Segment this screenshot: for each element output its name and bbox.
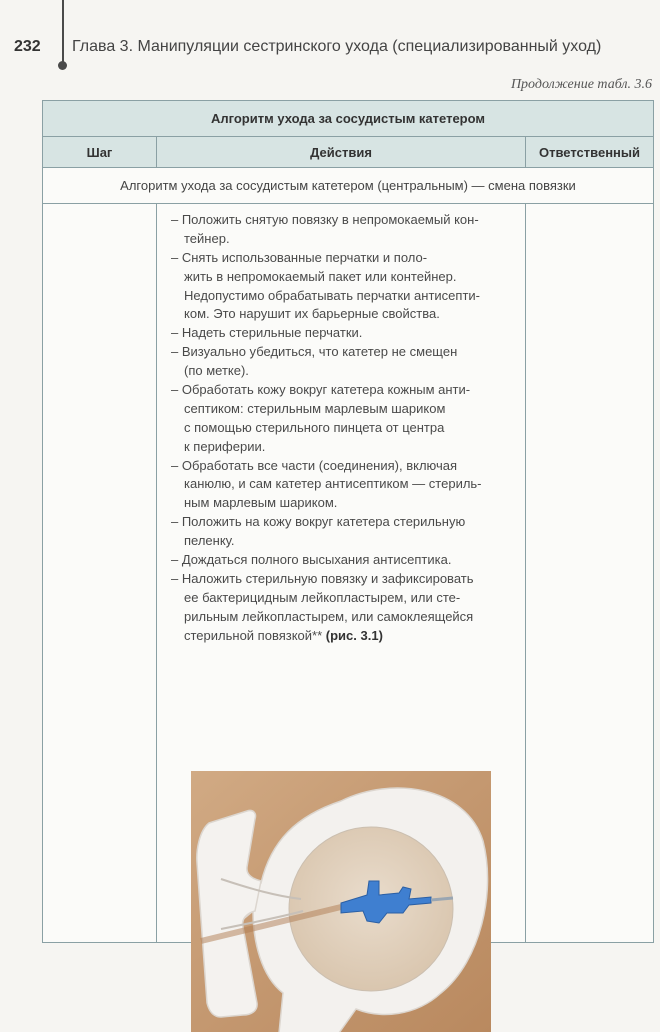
action-line: – Положить на кожу вокруг катетера стерильную: [171, 514, 466, 530]
care-algorithm-table: [42, 100, 654, 943]
action-line: – Снять использованные перчатки и поло-: [171, 249, 428, 265]
table-header-row: [43, 137, 653, 168]
last-line-text: стерильной повязкой**: [184, 627, 323, 643]
action-line: ее бактерицидным лейкопластырем, или сте-: [184, 589, 461, 605]
column-header-actions: Действия: [156, 137, 526, 168]
action-line: тейнер.: [184, 230, 230, 246]
action-line: – Наложить стерильную повязку и зафиксировать: [171, 570, 474, 586]
action-line: – Визуально убедиться, что катетер не смещен: [171, 344, 458, 360]
page-number: 232: [14, 38, 41, 55]
action-line: пеленку.: [184, 533, 235, 549]
action-line-last: [171, 627, 516, 646]
action-line: – Дождаться полного высыхания антисептика.: [171, 552, 452, 568]
column-divider: [156, 204, 157, 942]
table-title: Алгоритм ухода за сосудистым катетером: [43, 101, 653, 137]
action-line: ным марлевым шариком.: [184, 495, 338, 511]
actions-list: [171, 211, 516, 645]
action-line: канюлю, и сам катетер антисептиком — стериль-: [184, 476, 482, 492]
catheter-dressing-photo: [191, 771, 491, 1032]
action-line: жить в непромокаемый пакет или контейнер.: [184, 268, 457, 284]
figure-reference: (рис. 3.1): [325, 627, 383, 643]
action-line: ком. Это нарушит их барьерные свойства.: [184, 306, 440, 322]
column-header-responsible: Ответственный: [539, 145, 640, 160]
action-line: к периферии.: [184, 438, 266, 454]
action-line: рильным лейкопластырем, или самоклеящейся: [184, 608, 474, 624]
action-line: с помощью стерильного пинцета от центра: [184, 419, 445, 435]
action-line: – Надеть стерильные перчатки.: [171, 325, 363, 341]
action-line: септиком: стерильным марлевым шариком: [184, 400, 446, 416]
action-line: Недопустимо обрабатывать перчатки антисепти-: [184, 287, 480, 303]
action-line: – Положить снятую повязку в непромокаемый кон-: [171, 212, 479, 227]
table-subheading: Алгоритм ухода за сосудистым катетером (центральным) — смена повязки: [43, 168, 653, 204]
column-header-step: Шаг: [86, 145, 113, 160]
table-body-row: [43, 204, 653, 942]
action-line: (по метке).: [184, 363, 249, 379]
catheter-dressing-illustration: [191, 771, 491, 1032]
header-rule-dot: [58, 61, 67, 70]
table-continuation-label: Продолжение табл. 3.6: [510, 77, 652, 92]
column-divider: [525, 204, 526, 942]
header-rule: [62, 0, 64, 66]
chapter-title: Глава 3. Манипуляции сестринского ухода (специализированный уход): [72, 38, 602, 55]
action-line: – Обработать кожу вокруг катетера кожным анти-: [171, 382, 471, 398]
action-line: – Обработать все части (соединения), включая: [171, 457, 458, 473]
